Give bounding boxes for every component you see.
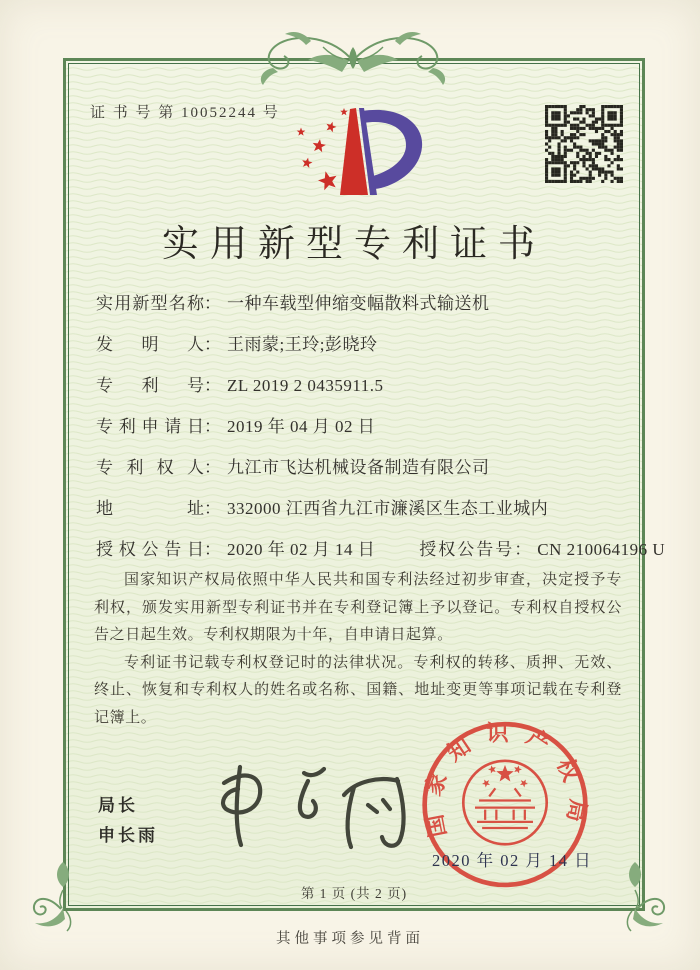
field-label: 实用新型名称 bbox=[96, 294, 204, 313]
qr-code bbox=[545, 105, 623, 183]
field-row-inventors: 发明人： 王雨蒙;王玲;彭晓玲 bbox=[96, 324, 620, 365]
field-label: 授权公告日 bbox=[96, 540, 204, 559]
signoff-block bbox=[98, 791, 158, 851]
field-row-grant bbox=[96, 529, 666, 570]
field-label: 专利号 bbox=[96, 376, 204, 395]
field-value: 一种车载型伸缩变幅散料式输送机 bbox=[227, 294, 490, 313]
corner-ornament-left bbox=[26, 856, 100, 932]
flourish-center-leaf bbox=[349, 47, 357, 69]
field-label: 专利申请日 bbox=[96, 417, 204, 436]
back-note: 其他事项参见背面 bbox=[276, 931, 424, 947]
legal-paragraph-1: 国家知识产权局依照中华人民共和国专利法经过初步审查，决定授予专利权，颁发实用新型专利证书并在专利登记簿上予以登记。专利权自授权公告之日起生效。专利权期限为十年，自申请日起算。 bbox=[94, 572, 622, 643]
certificate-number: 证 书 号 第 10052244 号 bbox=[90, 105, 280, 121]
cnipa-logo bbox=[278, 99, 438, 203]
field-row-address: 地址： 332000 江西省九江市濂溪区生态工业城内 bbox=[96, 488, 620, 529]
seal-stars bbox=[482, 765, 528, 788]
director-title: 局长 bbox=[98, 796, 138, 815]
field-value: ZL 2019 2 0435911.5 bbox=[227, 376, 384, 395]
field-row-name: 实用新型名称： 一种车载型伸缩变幅散料式输送机 bbox=[96, 283, 620, 324]
grant-number-pair: 授权公告号： CN 210064196 U bbox=[419, 529, 665, 570]
legal-paragraph-2: 专利证书记载专利权登记时的法律状况。专利权的转移、质押、无效、终止、恢复和专利权人的姓名或名称、国籍、地址变更等事项记载在专利登记簿上。 bbox=[94, 654, 622, 726]
logo-stars bbox=[297, 108, 348, 190]
field-value: 2020 年 02 月 14 日 bbox=[227, 540, 376, 559]
legal-text bbox=[94, 567, 622, 732]
field-value: 332000 江西省九江市濂溪区生态工业城内 bbox=[227, 499, 549, 518]
page-number: 第 1 页 (共 2 页) bbox=[300, 886, 408, 901]
field-value: 九江市飞达机械设备制造有限公司 bbox=[227, 458, 490, 477]
field-row-patent-no: 专利号： ZL 2019 2 0435911.5 bbox=[96, 365, 620, 406]
director-signature bbox=[184, 749, 434, 864]
field-list bbox=[96, 283, 666, 570]
field-value: CN 210064196 U bbox=[537, 540, 666, 559]
seal-date: 2020 年 02 月 14 日 bbox=[432, 851, 593, 870]
field-label: 发明人 bbox=[96, 335, 204, 354]
field-row-patentee: 专利权人： 九江市飞达机械设备制造有限公司 bbox=[96, 447, 620, 488]
director-name: 申长雨 bbox=[98, 826, 158, 845]
certificate-title: 实用新型专利证书 bbox=[162, 224, 546, 265]
top-flourish-ornament bbox=[253, 25, 453, 91]
seal-ring-text: 国家知识产权局 bbox=[418, 720, 592, 840]
certificate-border bbox=[63, 58, 666, 911]
field-label: 授权公告号 bbox=[419, 540, 515, 559]
field-label: 地址 bbox=[96, 499, 204, 518]
field-value: 2019 年 04 月 02 日 bbox=[227, 417, 376, 436]
corner-ornament-right bbox=[598, 856, 672, 932]
field-value: 王雨蒙;王玲;彭晓玲 bbox=[227, 335, 378, 354]
field-label: 专利权人 bbox=[96, 458, 204, 477]
field-row-filing-date: 专利申请日： 2019 年 04 月 02 日 bbox=[96, 406, 620, 447]
grant-date-pair: 授权公告日： 2020 年 02 月 14 日 bbox=[96, 540, 375, 559]
